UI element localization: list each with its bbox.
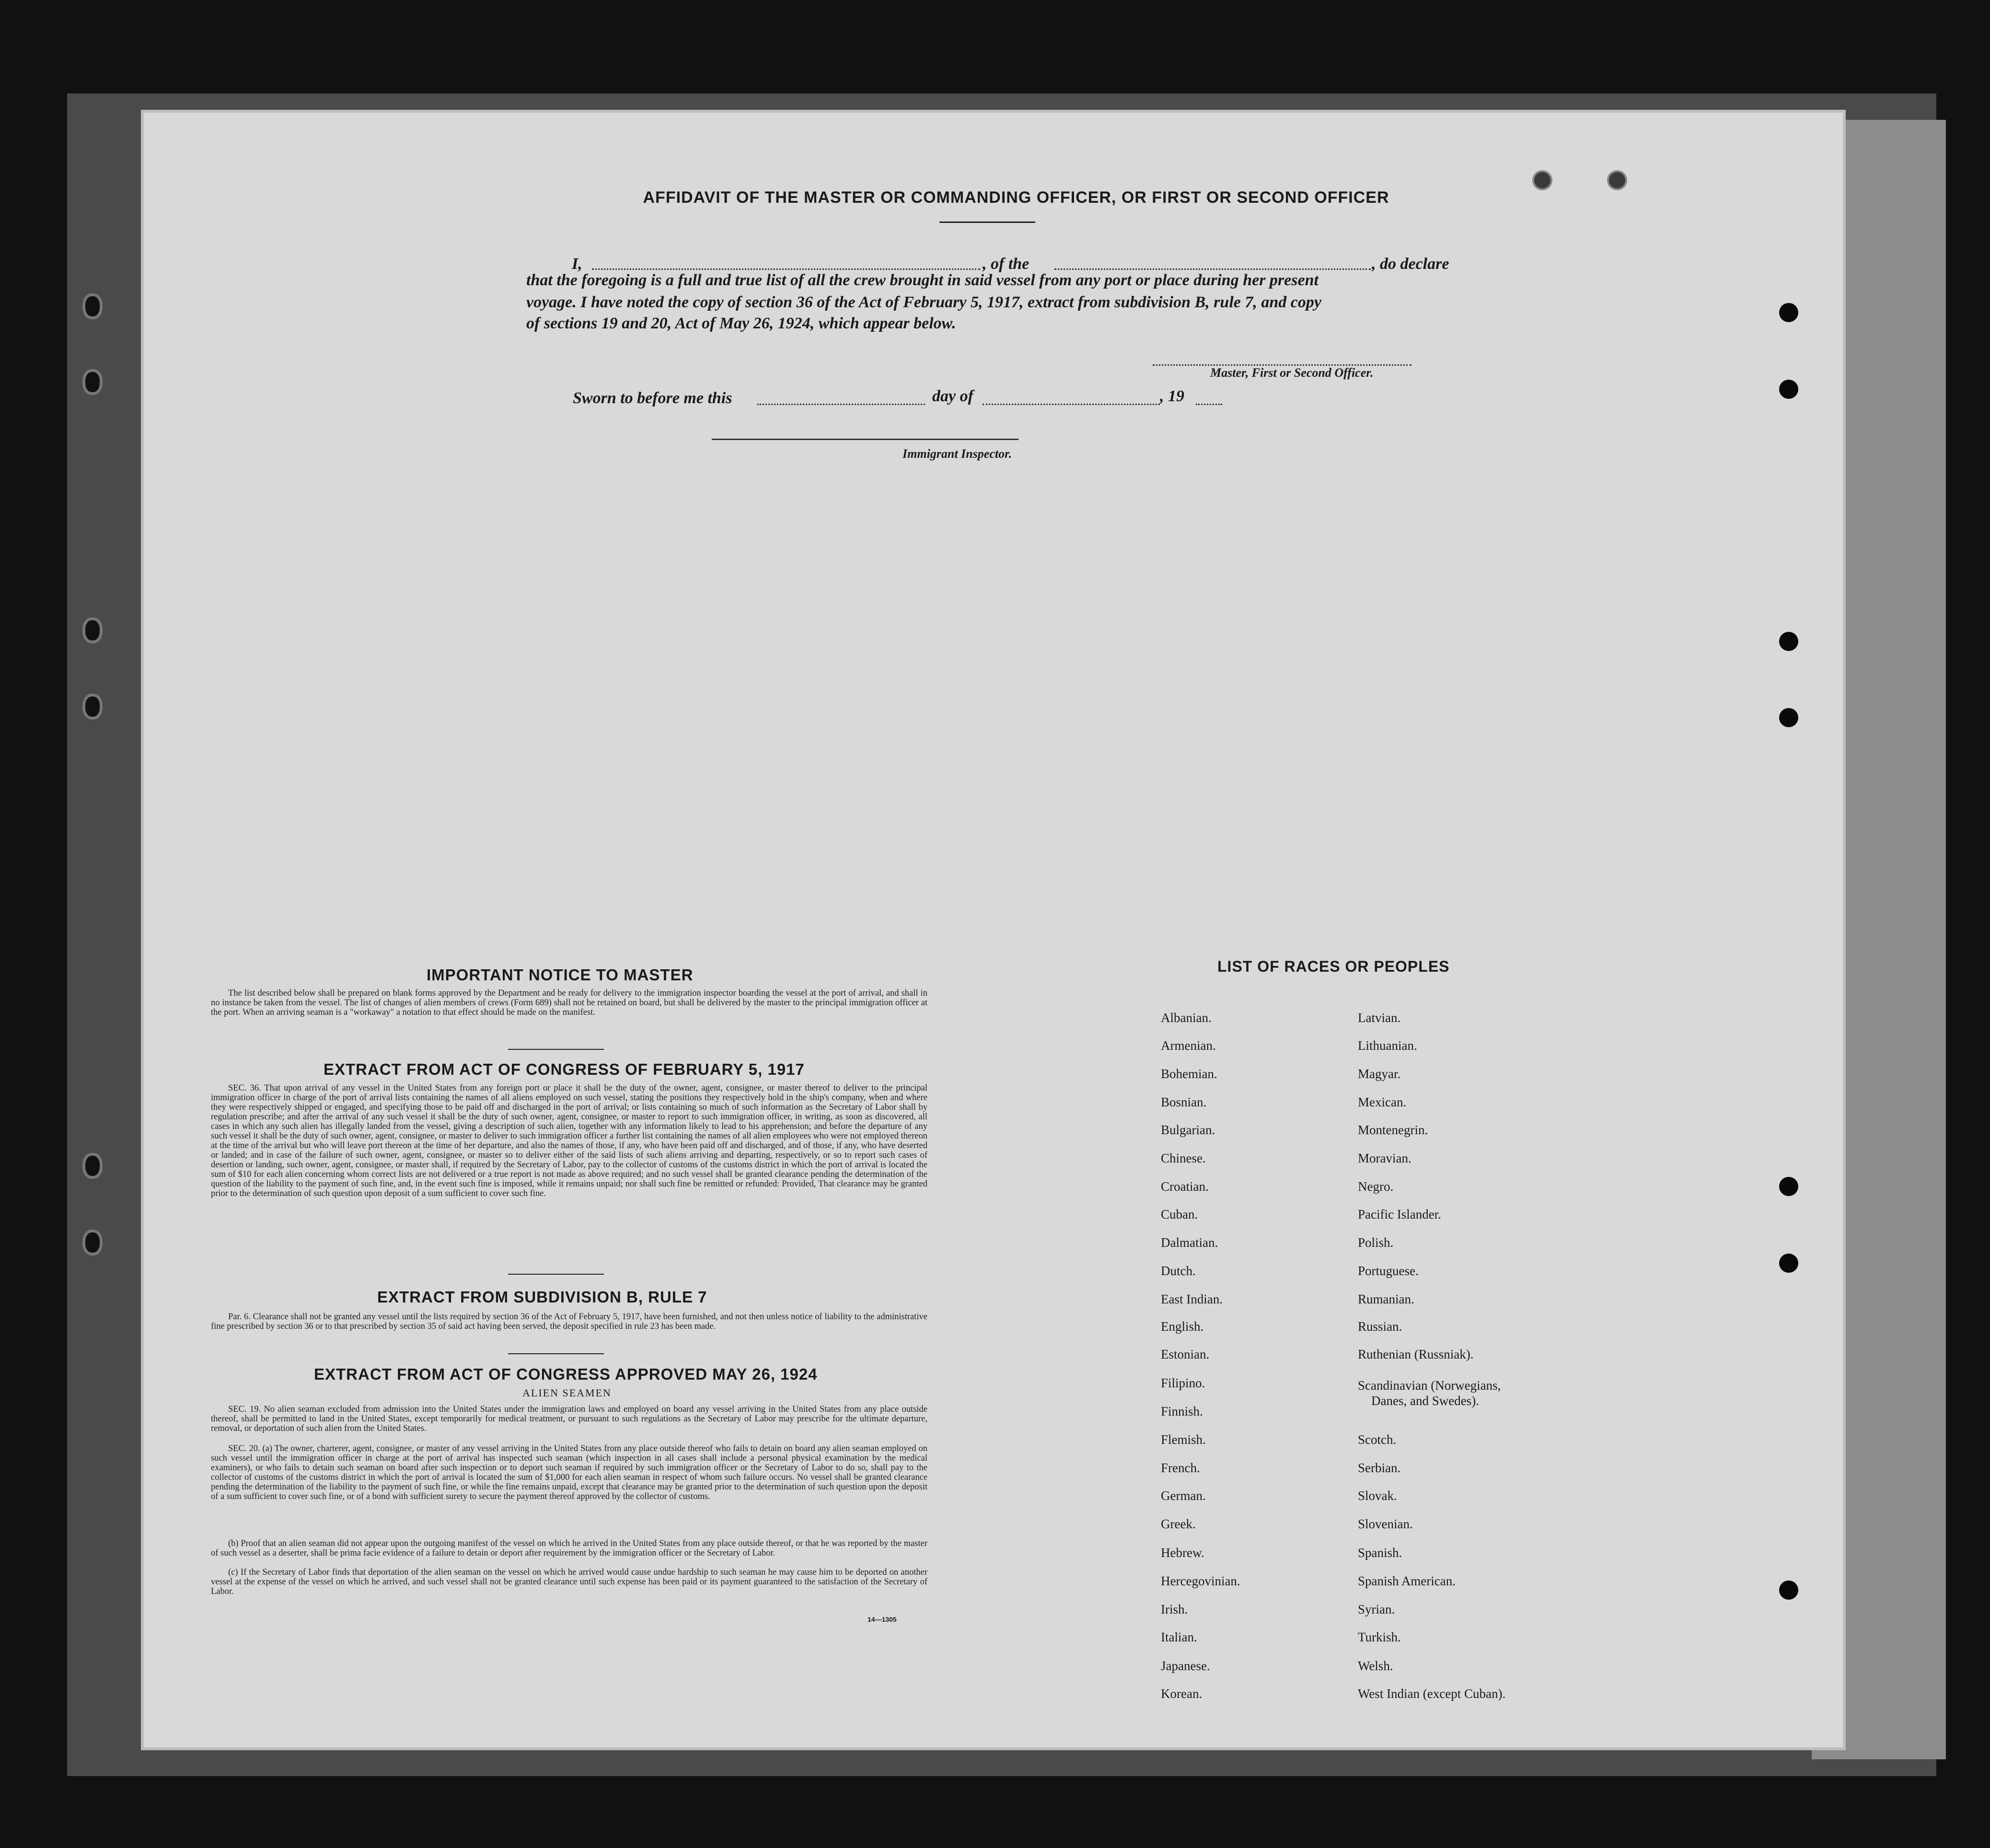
race-entry: Ruthenian (Russniak). (1358, 1347, 1474, 1361)
race-entry: Slovenian. (1358, 1517, 1413, 1531)
race-entry: Filipino. (1161, 1376, 1205, 1390)
affidavit-line-2: that the foregoing is a full and true list of all the crew brought in said vessel from any port or place during her present (526, 271, 1319, 289)
name-field-line[interactable] (592, 268, 980, 270)
race-entry: Estonian. (1161, 1347, 1210, 1361)
form-number: 14—1305 (868, 1616, 897, 1623)
race-entry: Croatian. (1161, 1179, 1209, 1194)
race-entry: Greek. (1161, 1517, 1196, 1531)
race-entry: Portuguese. (1358, 1264, 1419, 1278)
of-the-label: , of the (983, 255, 1030, 273)
race-entry: Italian. (1161, 1630, 1197, 1644)
race-entry: Dalmatian. (1161, 1235, 1218, 1250)
rule-7-rule (508, 1353, 604, 1354)
rule-7-title: EXTRACT FROM SUBDIVISION B, RULE 7 (377, 1288, 707, 1306)
race-entry: Cuban. (1161, 1207, 1198, 1221)
section-20b-text: (b) Proof that an alien seaman did not appear upon the outgoing manifest of the vessel on which he arrived in the United States from any place outside thereof, or that he was reported by the master of such vessel as a deserter, shall be prima facie evidence of a failure to detain or deport after requirement by the immigration officer or the Secretary of Labor. (211, 1539, 927, 1558)
sworn-day-line[interactable] (757, 404, 925, 405)
extract-1917-rule (508, 1274, 604, 1275)
alien-seamen-heading: ALIEN SEAMEN (522, 1387, 612, 1399)
race-entry: Moravian. (1358, 1151, 1412, 1165)
race-entry: Polish. (1358, 1235, 1394, 1250)
extract-1924-title: EXTRACT FROM ACT OF CONGRESS APPROVED MAY 26, 1924 (314, 1365, 818, 1383)
race-entry: Pacific Islander. (1358, 1207, 1441, 1221)
race-entry: Albanian. (1161, 1011, 1212, 1025)
section-20a-text: SEC. 20. (a) The owner, charterer, agent, consignee, or master of any vessel arriving in the United States from any place outside thereof who fails to detain on board any alien seaman employed on such vessel until the immigration officer in charge at the port of arrival has inspected such seaman (which inspection in all cases shall include a personal physical examination by the medical examiners), or who fails to detain such seaman on board after such inspection or to deport such seaman if required by such immigration officer or the Secretary of Labor to do so, shall pay to the collector of customs of the customs district in which the port of arrival is located the sum of $1,000 for each alien seaman in respect of whom such failure occurs. No vessel shall be granted clearance pending the determination of the liability to the payment of such fine, or while the fine remains unpaid, except that clearance may be granted prior to the determination of such question upon the deposit of a sum sufficient to cover such fine, or of a bond with sufficient surety to secure the payment thereof approved by the collector of customs. (211, 1444, 927, 1501)
notice-title: IMPORTANT NOTICE TO MASTER (427, 966, 694, 984)
races-title: LIST OF RACES OR PEOPLES (1217, 958, 1450, 975)
section-19-text: SEC. 19. No alien seaman excluded from admission into the United States under the immigration laws and employed on board any vessel arriving in the United States from any place outside thereof, shall be permitted to land in the United States, except temporarily for medical treatment, or pursuant to such regulations as the Secretary of Labor may prescribe for the ultimate departure, removal, or deportation of such alien from the United States. (211, 1405, 927, 1433)
race-entry: Mexican. (1358, 1095, 1407, 1109)
affidavit-line-3: voyage. I have noted the copy of section 36 of the Act of February 5, 1917, extract from subdivision B, rule 7, and copy (526, 293, 1321, 311)
race-entry: Irish. (1161, 1602, 1188, 1616)
race-entry: Chinese. (1161, 1151, 1206, 1165)
race-entry: German. (1161, 1488, 1206, 1503)
race-entry: Scotch. (1358, 1432, 1397, 1447)
race-entry: Bosnian. (1161, 1095, 1207, 1109)
title-rule (939, 221, 1035, 223)
binder-hole (82, 1153, 103, 1179)
extract-1917-title: EXTRACT FROM ACT OF CONGRESS OF FEBRUARY 5, 1917 (324, 1060, 805, 1078)
sworn-label: Sworn to before me this (573, 389, 732, 407)
race-entry: Korean. (1161, 1686, 1203, 1701)
inspector-signature-line[interactable] (712, 439, 1018, 440)
race-entry: Negro. (1358, 1179, 1394, 1194)
race-entry: Welsh. (1358, 1659, 1393, 1673)
extract-1917-text: SEC. 36. That upon arrival of any vessel in the United States from any foreign port or place it shall be the duty of the owner, agent, consignee, or master thereof to deliver to the principal immigration officer in charge of the port of arrival lists containing the names of all aliens employed on such vessel, stating the positions they respectively hold in the ship's company, when and where they were respectively shipped or engaged, and specifying those to be paid off and discharged in the port of arrival; or lists containing so much of such information as the Secretary of Labor shall by regulation prescribe; and after the arrival of any such vessel it shall be the duty of such owner, agent, consignee, or master to report to such immigration officer, in writing, as soon as discovered, all cases in which any such alien has illegally landed from the vessel, giving a description of such alien, together with any information likely to lead to his apprehension; and before the departure of any such vessel it shall be the duty of such owner, agent, consignee, or master to deliver to such immigration officer a further list containing the names of all alien employees who were not employed thereon at the time of the arrival but who will leave port thereon at the time of her departure, and also the names of those, if any, who have been paid off and discharged, and of those, if any, who have deserted or landed; and in case of the failure of such owner, agent, consignee, or master so to deliver either of the said lists of such aliens arriving and departing, respectively, or so to report such cases of desertion or landing, such owner, agent, consignee, or master shall, if required by the Secretary of Labor, pay to the collector of customs of the customs district in which the port of arrival is located the sum of $10 for each alien concerning whom correct lists are not delivered or a true report is not made as above required; and no such vessel shall be granted clearance pending the determination of the question of the liability to the payment of such fine, and, in the event such fine is imposed, while it remains unpaid; nor shall such fine be remitted or refunded: Provided, That clearance may be granted prior to the determination of such question upon deposit of a sum sufficient to cover such fine. (211, 1083, 927, 1198)
race-entry: Scandinavian (Norwegians, (1358, 1378, 1501, 1393)
punch-hole (1779, 632, 1798, 651)
binder-hole (82, 617, 103, 643)
race-entry: East Indian. (1161, 1292, 1223, 1306)
race-entry: English. (1161, 1319, 1204, 1334)
race-entry: Spanish American. (1358, 1574, 1456, 1588)
notice-rule (508, 1049, 604, 1050)
year-field-line[interactable] (1196, 404, 1222, 405)
manifest-page (144, 113, 1843, 1747)
race-entry: Latvian. (1358, 1011, 1401, 1025)
sworn-month-line[interactable] (983, 404, 1160, 405)
rivet (1532, 170, 1552, 190)
affidavit-title: AFFIDAVIT OF THE MASTER OR COMMANDING OFFICER, OR FIRST OR SECOND OFFICER (643, 188, 1389, 207)
race-entry: Finnish. (1161, 1404, 1203, 1418)
race-entry: French. (1161, 1461, 1200, 1475)
punch-hole (1779, 1254, 1798, 1273)
race-entry: Turkish. (1358, 1630, 1401, 1644)
punch-hole (1779, 1177, 1798, 1196)
race-entry: Flemish. (1161, 1432, 1206, 1447)
race-entry: Armenian. (1161, 1038, 1216, 1053)
race-entry: Russian. (1358, 1319, 1402, 1334)
race-entry: Bulgarian. (1161, 1123, 1215, 1137)
affidavit-line-4: of sections 19 and 20, Act of May 26, 1924, which appear below. (526, 314, 956, 332)
punch-hole (1779, 303, 1798, 322)
section-20c-text: (c) If the Secretary of Labor finds that deportation of the alien seaman on the vessel on which he arrived would cause undue hardship to such seaman he may cause him to be deported on another vessel at the expense of the vessel on which he arrived, and such vessel shall not be granted clearance until such expense has been paid or its payment guaranteed to the satisfaction of the Secretary of Labor. (211, 1568, 927, 1596)
day-of-label: day of (932, 387, 973, 405)
rule-7-text: Par. 6. Clearance shall not be granted any vessel until the lists required by section 36 of the Act of February 5, 1917, have been furnished, and not then unless notice of liability to the administrative fine prescribed by section 36 or to that prescribed by section 35 of said act having been served, the deposit specified in rule 23 has been made. (211, 1312, 927, 1331)
race-entry: Rumanian. (1358, 1292, 1414, 1306)
affidavit-i-label: I, (572, 255, 582, 273)
punch-hole (1779, 380, 1798, 399)
punch-hole (1779, 1581, 1798, 1600)
race-entry: West Indian (except Cuban). (1358, 1686, 1506, 1701)
race-entry: Magyar. (1358, 1067, 1401, 1081)
binder-hole (82, 369, 103, 395)
race-entry: Spanish. (1358, 1546, 1402, 1560)
vessel-field-line[interactable] (1054, 268, 1371, 270)
race-entry: Slovak. (1358, 1488, 1397, 1503)
binder-hole (82, 694, 103, 720)
binder-hole (82, 293, 103, 319)
notice-text: The list described below shall be prepared on blank forms approved by the Department and be ready for delivery to the immigration inspector boarding the vessel at the port of arrival, and shall in no instance be taken from the vessel. The list of changes of alien members of crews (Form 689) shall not be retained on board, but shall be delivered by the master to the principal immigration officer at the port. When an arriving seaman is a "workaway" a notation to that effect should be made on the manifest. (211, 988, 927, 1017)
rivet (1607, 170, 1627, 190)
race-entry: Syrian. (1358, 1602, 1395, 1616)
race-entry: Serbian. (1358, 1461, 1401, 1475)
do-declare-label: , do declare (1372, 255, 1449, 273)
year-label: , 19 (1160, 387, 1184, 405)
race-entry: Hercegovinian. (1161, 1574, 1240, 1588)
race-entry: Montenegrin. (1358, 1123, 1428, 1137)
race-entry: Bohemian. (1161, 1067, 1217, 1081)
race-entry: Danes, and Swedes). (1371, 1394, 1479, 1408)
race-entry: Dutch. (1161, 1264, 1196, 1278)
race-entry: Japanese. (1161, 1659, 1210, 1673)
inspector-caption: Immigrant Inspector. (902, 447, 1012, 461)
punch-hole (1779, 708, 1798, 727)
master-caption: Master, First or Second Officer. (1210, 366, 1374, 380)
race-entry: Hebrew. (1161, 1546, 1204, 1560)
race-entry: Lithuanian. (1358, 1038, 1417, 1053)
binder-hole (82, 1230, 103, 1255)
